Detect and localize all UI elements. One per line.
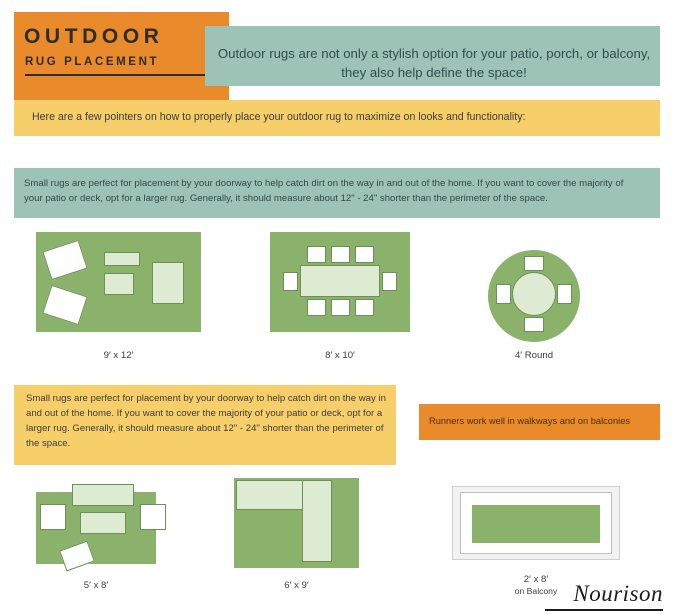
rug-caption: 9′ x 12′	[103, 350, 134, 361]
section1-note-text: Small rugs are perfect for placement by your doorway to help catch dirt on the way in and out of the home. If you want to cover the majority of your patio or deck, opt for a larger rug. Generally, it should measure about 12" - 24" shorter than the perimeter of the space.	[24, 178, 624, 204]
furniture-armchair	[140, 504, 166, 530]
furniture-dining-chair	[283, 272, 298, 291]
section2-note-text: Small rugs are perfect for placement by your doorway to help catch dirt on the way in and out of the home. If you want to cover the majority of your patio or deck, opt for a larger rug. Generally, it should measure about 12" - 24" shorter than the perimeter of the space.	[26, 393, 386, 449]
rug-2x8-runner	[472, 505, 600, 543]
furniture-sofa	[72, 484, 134, 506]
brand-logo-underline	[545, 609, 663, 611]
furniture-round-table	[512, 272, 556, 316]
furniture-dining-chair	[355, 299, 374, 316]
furniture-dining-chair	[307, 299, 326, 316]
rug-caption: 6′ x 9′	[284, 580, 309, 591]
furniture-dining-chair	[496, 284, 511, 304]
furniture-dining-chair	[524, 317, 544, 332]
furniture-dining-chair	[524, 256, 544, 271]
furniture-dining-chair	[557, 284, 572, 304]
furniture-dining-chair	[331, 246, 350, 263]
rug-caption: 8′ x 10′	[325, 350, 355, 361]
furniture-armchair	[40, 504, 66, 530]
brand-logo: Nourison	[573, 581, 663, 606]
furniture-dining-chair	[331, 299, 350, 316]
page-subtitle: RUG PLACEMENT	[25, 56, 205, 76]
furniture-dining-chair	[382, 272, 397, 291]
runner-note-text: Runners work well in walkways and on balconies	[429, 416, 631, 426]
furniture-chair	[104, 252, 140, 266]
page-title: OUTDOOR	[24, 25, 164, 48]
header-yellow-statement: Here are a few pointers on how to properly place your outdoor rug to maximize on looks and functionality:	[32, 111, 526, 123]
furniture-coffee-table	[104, 273, 134, 295]
furniture-sectional-side	[302, 480, 332, 562]
furniture-dining-table	[300, 265, 380, 297]
rug-caption-sub: on Balcony	[514, 586, 558, 596]
furniture-sofa	[152, 262, 184, 304]
furniture-dining-chair	[307, 246, 326, 263]
rug-caption: 4′ Round	[514, 350, 554, 361]
rug-caption: 2′ x 8′	[523, 574, 549, 585]
rug-caption: 5′ x 8′	[83, 580, 109, 591]
furniture-coffee-table	[80, 512, 126, 534]
header-teal-statement: Outdoor rugs are not only a stylish option for your patio, porch, or balcony, they also help define the space!	[217, 46, 651, 81]
furniture-dining-chair	[355, 246, 374, 263]
